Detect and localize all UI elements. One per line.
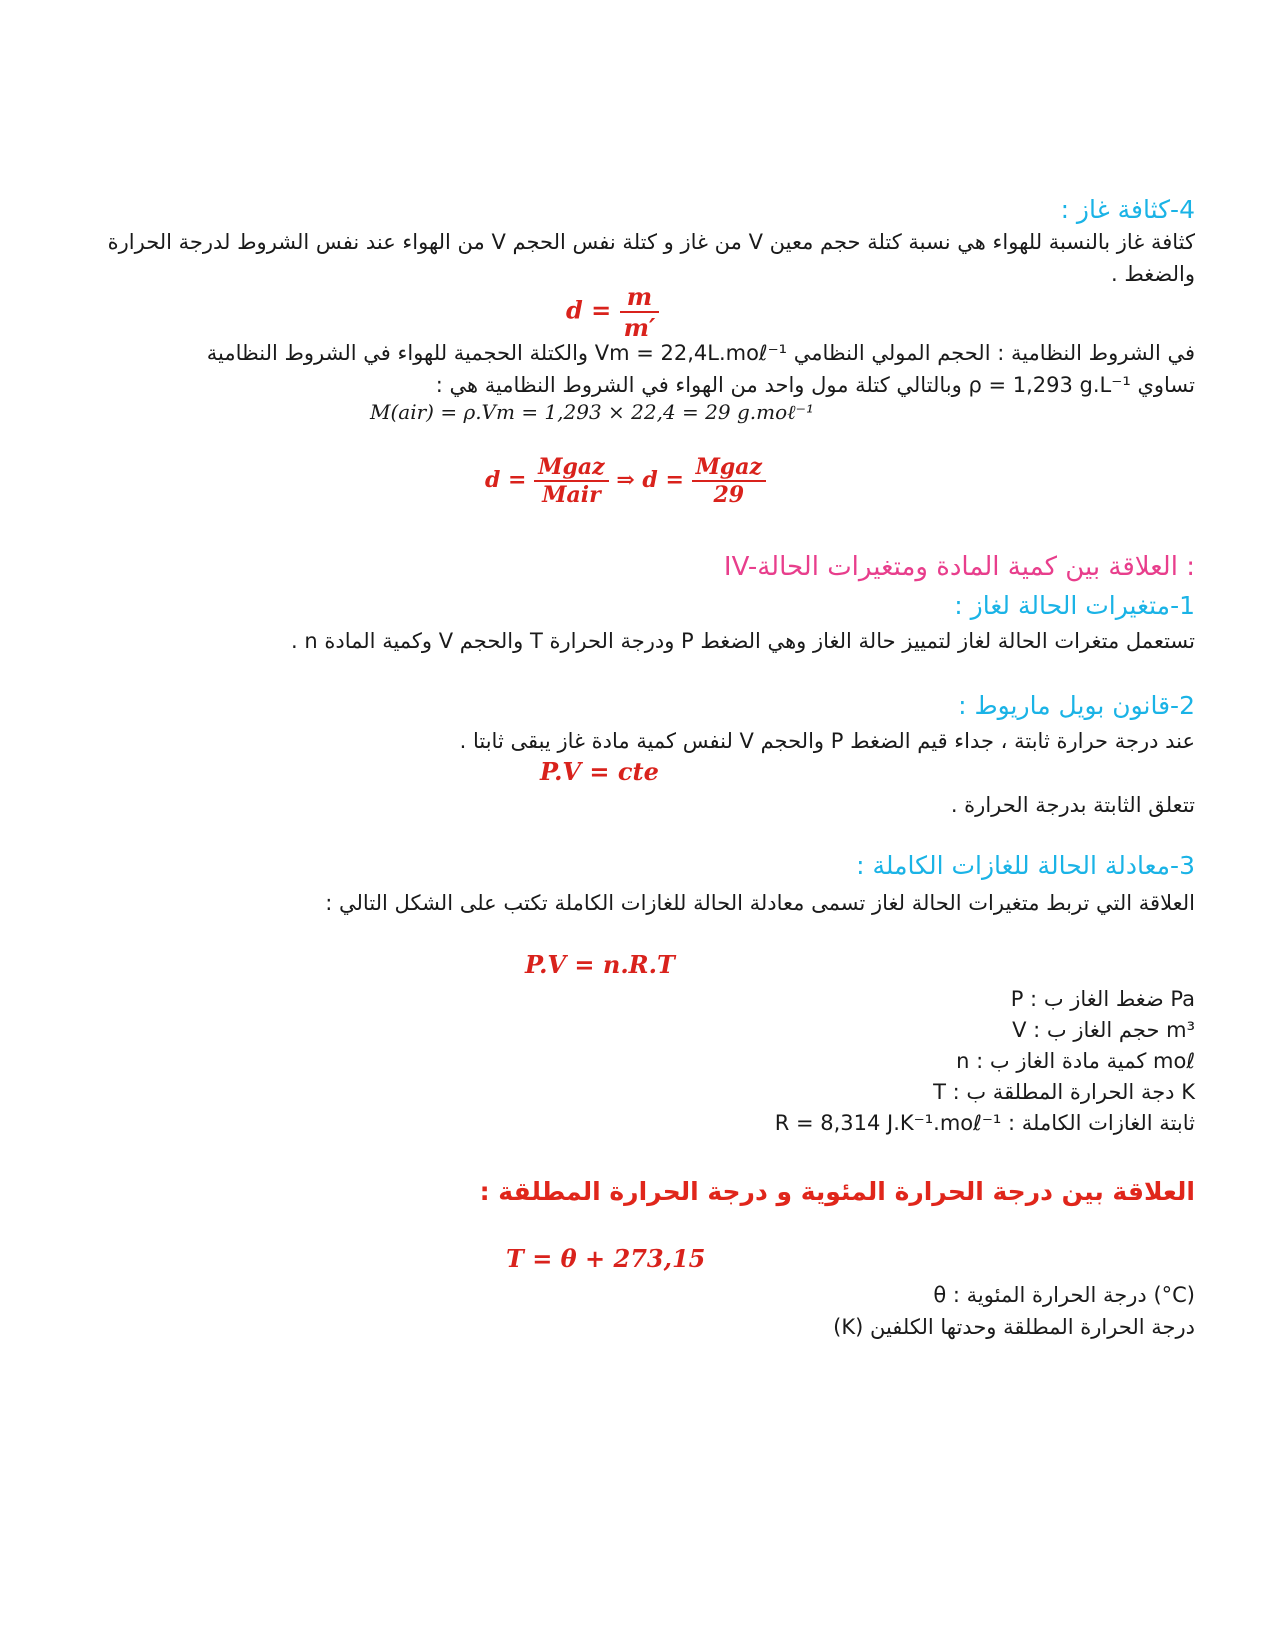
denominator: Mair xyxy=(542,482,601,508)
subsection-2-title: 2-قانون بويل ماريوط : xyxy=(958,691,1195,720)
temperature-relation-title: العلاقة بين درجة الحرارة المئوية و درجة الحرارة المطلقة : xyxy=(479,1177,1195,1206)
implies: ⇒ d = xyxy=(616,467,684,493)
subsection-3-title: 3-معادلة الحالة للغازات الكاملة : xyxy=(856,851,1195,880)
boyle-law-equation: P.V = cte xyxy=(540,757,659,786)
density-definition: كثافة غاز بالنسبة للهواء هي نسبة كتلة حجم معين V من غاز و كتلة نفس الحجم V من الهواء عند نفس الشروط لدرجة الحرارة والضغط . xyxy=(107,230,1195,286)
numerator: m xyxy=(620,282,660,313)
density-equation xyxy=(566,282,659,342)
denominator: 29 xyxy=(713,482,745,508)
gas-density-equation xyxy=(485,454,766,508)
equation-lhs: d = xyxy=(566,295,612,325)
boyle-law-note: تتعلق الثابتة بدرجة الحرارة . xyxy=(950,793,1195,817)
state-variables-text: تستعمل متغرات الحالة لغاز لتمييز حالة الغاز وهي الضغط P ودرجة الحرارة T والحجم V وكمية المادة n . xyxy=(291,629,1195,653)
legend-pressure: P : ضغط الغاز ب Pa xyxy=(1010,987,1195,1011)
ideal-gas-equation: P.V = n.R.T xyxy=(525,950,675,979)
legend-amount: n : كمية مادة الغاز ب moℓ xyxy=(956,1049,1195,1073)
ideal-gas-text: العلاقة التي تربط متغيرات الحالة لغاز تسمى معادلة الحالة للغازات الكاملة تكتب على الشكل التالي : xyxy=(325,891,1195,915)
equation-lhs: d = xyxy=(485,467,527,493)
temperature-equation: T = θ + 273,15 xyxy=(506,1244,706,1273)
subsection-1-title: 1-متغيرات الحالة لغاز : xyxy=(954,591,1195,620)
legend-celsius: θ : درجة الحرارة المئوية (°C) xyxy=(933,1283,1195,1307)
legend-gas-constant: R = 8,314 J.K⁻¹.moℓ⁻¹ : ثابتة الغازات الكاملة xyxy=(774,1111,1195,1135)
fraction xyxy=(620,282,660,342)
denominator: m′ xyxy=(623,313,656,342)
section-iv-title: IV-العلاقة بين كمية المادة ومتغيرات الحالة : xyxy=(723,552,1195,582)
section-4-title: 4-كثافة غاز : xyxy=(1060,195,1195,224)
numerator: Mgaz xyxy=(692,454,766,482)
normal-conditions-line-2: تساوي ρ = 1,293 g.L⁻¹ وبالتالي كتلة مول واحد من الهواء في الشروط النظامية هي : xyxy=(435,373,1195,397)
numerator: Mgaz xyxy=(534,454,608,482)
fraction-1 xyxy=(534,454,608,508)
document-page xyxy=(70,195,1195,1440)
legend-kelvin: درجة الحرارة المطلقة وحدتها الكلفين (K) xyxy=(833,1315,1195,1339)
legend-temperature: T : دجة الحرارة المطلقة ب K xyxy=(933,1080,1195,1104)
fraction-2 xyxy=(692,454,766,508)
air-molar-mass-equation: M(air) = ρ.Vm = 1,293 × 22,4 = 29 g.moℓ⁻¹ xyxy=(370,400,815,424)
legend-volume: V : حجم الغاز ب m³ xyxy=(1012,1018,1195,1042)
boyle-law-text: عند درجة حرارة ثابتة ، جداء قيم الضغط P والحجم V لنفس كمية مادة غاز يبقى ثابتا . xyxy=(459,729,1195,753)
normal-conditions-line-1: في الشروط النظامية : الحجم المولي النظامي Vm = 22,4L.moℓ⁻¹ والكتلة الحجمية للهواء في الشروط النظامية xyxy=(206,341,1195,365)
